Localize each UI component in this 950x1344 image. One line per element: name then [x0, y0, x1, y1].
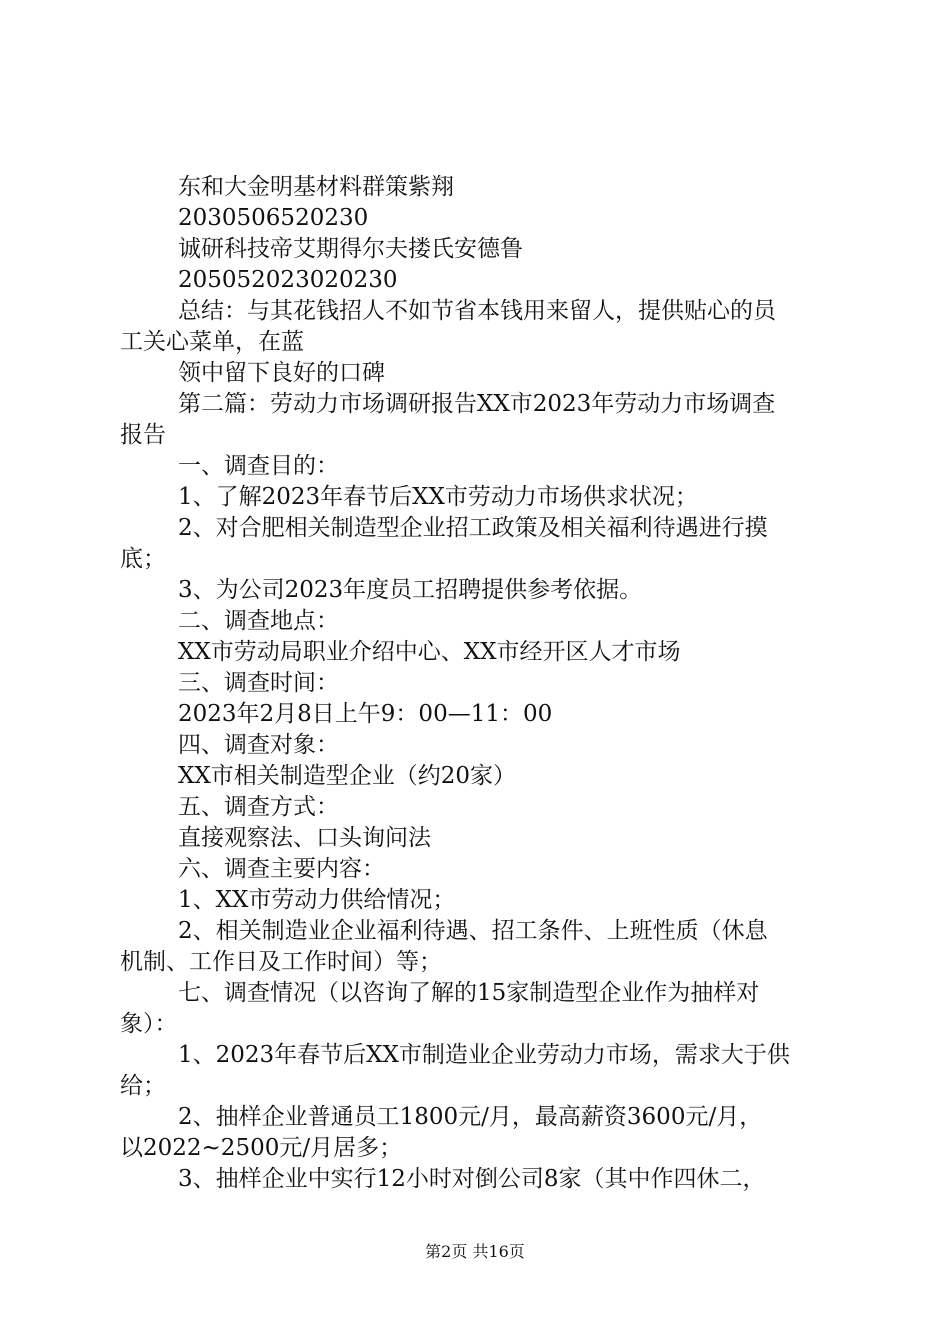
text-line: 象）：	[120, 1011, 178, 1037]
text-line: 1、2023年春节后XX市制造业企业劳动力市场，需求大于供	[178, 1042, 790, 1068]
text-line: XX市劳动局职业介绍中心、XX市经开区人才市场	[178, 639, 681, 665]
text-line: XX市相关制造型企业（约20家）	[178, 763, 517, 789]
text-line: 领中留下良好的口碑	[178, 360, 385, 386]
text-line: 东和大金明基材料群策紫翔	[178, 174, 454, 200]
text-line: 2030506520230	[178, 205, 369, 231]
text-line: 3、抽样企业中实行12小时对倒公司8家（其中作四休二，	[178, 1166, 766, 1192]
text-line: 3、为公司2023年度员工招聘提供参考依据。	[178, 577, 643, 603]
text-line: 一、调查目的：	[178, 453, 339, 479]
text-line: 2、相关制造业企业福利待遇、招工条件、上班性质（休息	[178, 918, 768, 944]
text-line: 机制、工作日及工作时间）等；	[120, 949, 442, 975]
text-line: 给；	[120, 1073, 166, 1099]
text-line: 2、对合肥相关制造型企业招工政策及相关福利待遇进行摸	[178, 515, 768, 541]
text-line: 六、调查主要内容：	[178, 856, 385, 882]
text-line: 2、抽样企业普通员工1800元/月，最高薪资3600元/月，	[178, 1104, 763, 1130]
text-line: 底；	[120, 546, 166, 572]
text-line: 七、调查情况（以咨询了解的15家制造型企业作为抽样对	[178, 980, 760, 1006]
text-line: 第二篇：劳动力市场调研报告XX市2023年劳动力市场调查	[178, 391, 776, 417]
text-line: 五、调查方式：	[178, 794, 339, 820]
text-line: 报告	[120, 422, 166, 448]
text-line: 205052023020230	[178, 267, 398, 293]
text-line: 直接观察法、口头询问法	[178, 825, 431, 851]
text-line: 四、调查对象：	[178, 732, 339, 758]
text-line: 三、调查时间：	[178, 670, 339, 696]
text-line: 总结：与其花钱招人不如节省本钱用来留人，提供贴心的员	[178, 298, 776, 324]
text-line: 1、了解2023年春节后XX市劳动力市场供求状况；	[178, 484, 698, 510]
page-footer: 第2页 共16页	[425, 1242, 525, 1261]
text-line: 诚研科技帝艾期得尔夫搂氏安德鲁	[178, 236, 523, 262]
document-body	[120, 172, 834, 1195]
text-line: 以2022~2500元/月居多；	[120, 1135, 403, 1161]
text-line: 2023年2月8日上午9：00—11：00	[178, 701, 553, 727]
text-line: 工关心菜单，在蓝	[120, 329, 304, 355]
text-line: 二、调查地点：	[178, 608, 339, 634]
text-line: 1、XX市劳动力供给情况；	[178, 887, 456, 913]
